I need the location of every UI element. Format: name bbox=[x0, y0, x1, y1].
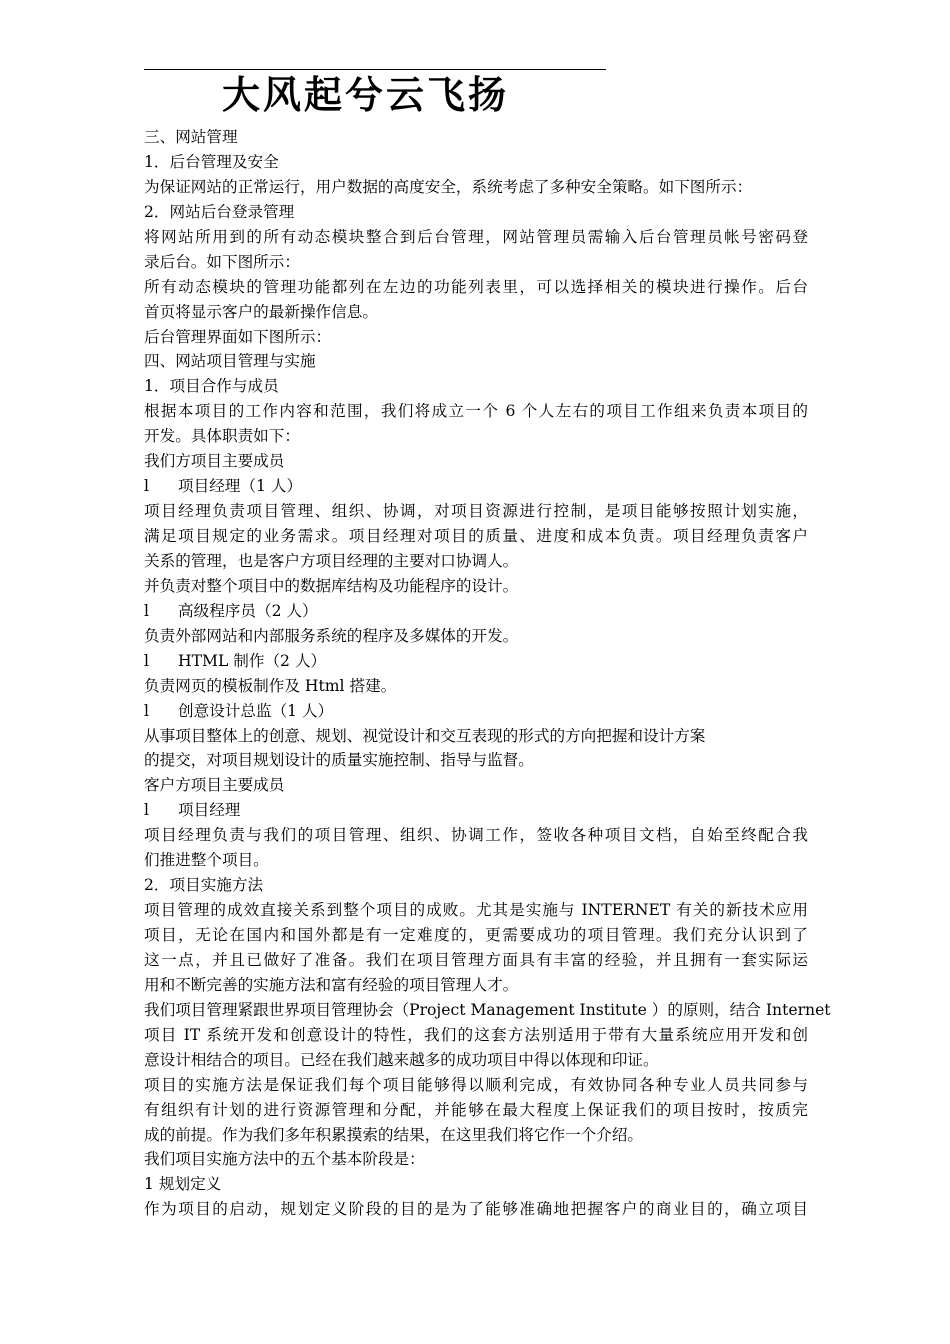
paragraph-line: 项目的实施方法是保证我们每个项目能够得以顺利完成，有效协同各种专业人员共同参与 bbox=[144, 1075, 808, 1094]
paragraph-line: 开发。具体职责如下： bbox=[144, 427, 300, 446]
paragraph-line: 有组织有计划的进行资源管理和分配，并能够在最大程度上保证我们的项目按时，按质完 bbox=[144, 1100, 808, 1119]
paragraph-line: 首页将显示客户的最新操作信息。 bbox=[144, 302, 378, 321]
paragraph-line: 满足项目规定的业务需求。项目经理对项目的质量、进度和成本负责。项目经理负责客户 bbox=[144, 527, 808, 545]
bullet-text: 创意设计总监（1 人） bbox=[178, 701, 334, 720]
bullet-item bbox=[144, 699, 808, 724]
paragraph-line: 这一点，并且已做好了准备。我们在项目管理方面具有丰富的经验，并且拥有一套实际运 bbox=[144, 950, 808, 969]
bullet-marker: l bbox=[144, 477, 149, 496]
paragraph-line: 负责网页的模板制作及 Html 搭建。 bbox=[144, 676, 397, 695]
subsection-heading: 1．项目合作与成员 bbox=[144, 377, 279, 396]
paragraph-line: 项目经理负责与我们的项目管理、组织、协调工作，签收各种项目文档，自始至终配合我 bbox=[144, 826, 808, 845]
paragraph-line: 从事项目整体上的创意、规划、视觉设计和交互表现的形式的方向把握和设计方案 bbox=[144, 726, 706, 745]
subsection-heading: 1．后台管理及安全 bbox=[144, 152, 279, 171]
bullet-marker: l bbox=[144, 651, 149, 670]
bullet-item bbox=[144, 474, 808, 499]
header-rule bbox=[144, 69, 606, 70]
bullet-item bbox=[144, 798, 808, 823]
bullet-marker: l bbox=[144, 701, 149, 720]
bullet-text: 项目经理（1 人） bbox=[178, 477, 303, 496]
bullet-text: 高级程序员（2 人） bbox=[178, 601, 318, 620]
paragraph-line: 后台管理界面如下图所示： bbox=[144, 327, 332, 346]
paragraph-line: 意设计相结合的项目。已经在我们越来越多的成功项目中得以体现和印证。 bbox=[144, 1050, 659, 1069]
bullet-marker: l bbox=[144, 601, 149, 620]
paragraph-line: 项目，无论在国内和国外都是有一定难度的，更需要成功的项目管理。我们充分认识到了 bbox=[144, 926, 808, 944]
bullet-text: HTML 制作（2 人） bbox=[178, 651, 327, 670]
paragraph-line: 我们方项目主要成员 bbox=[144, 452, 285, 471]
paragraph-line: 将网站所用到的所有动态模块整合到后台管理，网站管理员需输入后台管理员帐号密码登 bbox=[144, 227, 808, 246]
paragraph-line: 们推进整个项目。 bbox=[144, 851, 269, 870]
subsection-heading: 2．项目实施方法 bbox=[144, 876, 264, 895]
paragraph-line: 根据本项目的工作内容和范围，我们将成立一个 6 个人左右的项目工作组来负责本项目的 bbox=[144, 402, 808, 421]
paragraph-line: 负责外部网站和内部服务系统的程序及多媒体的开发。 bbox=[144, 626, 519, 645]
bullet-item bbox=[144, 599, 808, 624]
paragraph-line: 录后台。如下图所示： bbox=[144, 252, 300, 271]
paragraph-line: 所有动态模块的管理功能都列在左边的功能列表里，可以选择相关的模块进行操作。后台 bbox=[144, 277, 808, 296]
paragraph-line: 为保证网站的正常运行，用户数据的高度安全，系统考虑了多种安全策略。如下图所示： bbox=[144, 177, 753, 196]
subsection-heading: 2．网站后台登录管理 bbox=[144, 202, 295, 221]
paragraph-line: 我们项目管理紧跟世界项目管理协会（Project Management Institute ）的原则，结合 Internet bbox=[144, 1000, 831, 1019]
paragraph-line: 成的前提。作为我们多年积累摸索的结果，在这里我们将它作一个介绍。 bbox=[144, 1125, 644, 1144]
paragraph-line: 关系的管理，也是客户方项目经理的主要对口协调人。 bbox=[144, 551, 519, 570]
paragraph-line: 客户方项目主要成员 bbox=[144, 776, 285, 795]
bullet-item bbox=[144, 649, 808, 674]
section-heading: 三、网站管理 bbox=[144, 128, 238, 146]
paragraph-line: 并负责对整个项目中的数据库结构及功能程序的设计。 bbox=[144, 576, 519, 595]
paragraph-line: 项目 IT 系统开发和创意设计的特性，我们的这套方法别适用于带有大量系统应用开发和创 bbox=[144, 1025, 808, 1044]
paragraph-line: 用和不断完善的实施方法和富有经验的项目管理人才。 bbox=[144, 975, 519, 994]
paragraph-line: 的提交，对项目规划设计的质量实施控制、指导与监督。 bbox=[144, 751, 534, 770]
numbered-heading: 1 规划定义 bbox=[144, 1175, 222, 1194]
paragraph-line: 项目管理的成效直接关系到整个项目的成败。尤其是实施与 INTERNET 有关的新技术应用 bbox=[144, 901, 808, 920]
paragraph-line: 我们项目实施方法中的五个基本阶段是： bbox=[144, 1150, 425, 1169]
paragraph-line: 项目经理负责项目管理、组织、协调，对项目资源进行控制，是项目能够按照计划实施， bbox=[144, 502, 808, 521]
header-title: 大风起兮云飞扬 bbox=[222, 72, 510, 117]
bullet-marker: l bbox=[144, 801, 149, 820]
bullet-text: 项目经理 bbox=[178, 801, 241, 820]
section-heading: 四、网站项目管理与实施 bbox=[144, 352, 316, 371]
paragraph-line: 作为项目的启动，规划定义阶段的目的是为了能够准确地把握客户的商业目的，确立项目 bbox=[144, 1200, 808, 1219]
document-body bbox=[144, 125, 831, 1222]
